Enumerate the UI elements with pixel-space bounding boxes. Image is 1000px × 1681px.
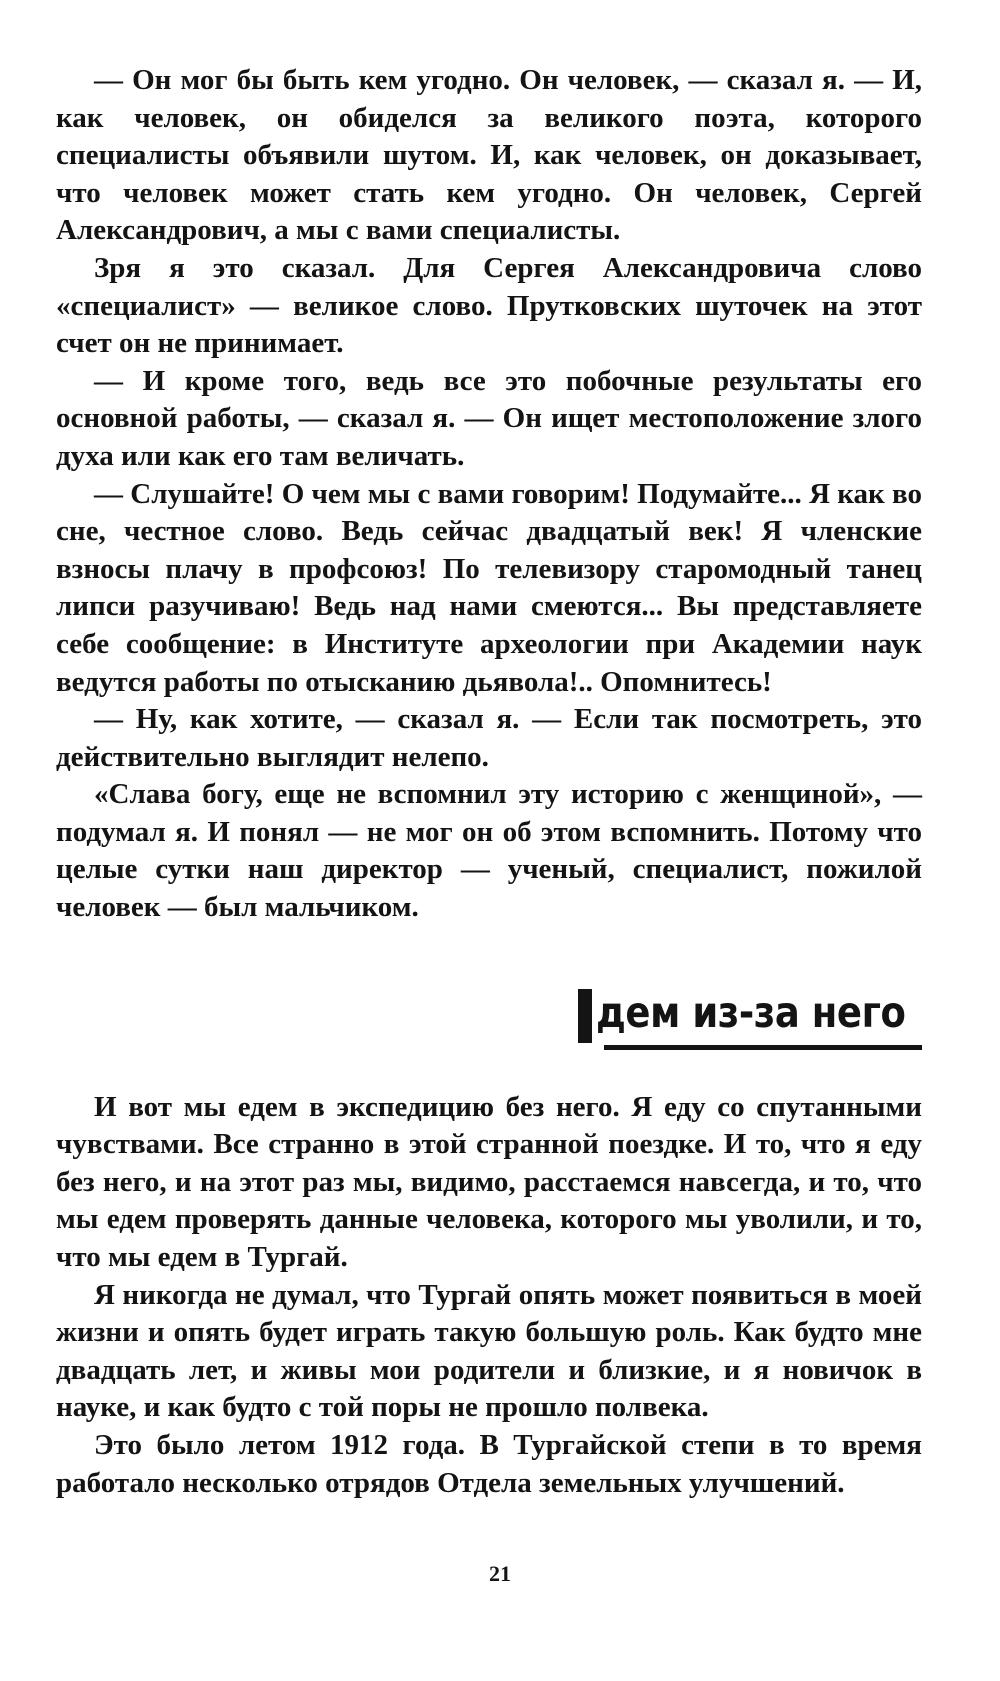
heading-underline: [604, 1045, 922, 1050]
paragraph: Я никогда не думал, что Тургай опять может появиться в моей жизни и опять будет играть такую большую роль. Как будто мне двадцать лет, и живы мои родители и близкие, и я новичок в науке, и как будто с той поры не прошло полвека.: [56, 1278, 922, 1424]
section-heading-group: [578, 985, 920, 1039]
heading-bracket-mark: [578, 989, 592, 1043]
paragraph: «Слава богу, еще не вспомнил эту историю с женщиной», — подумал я. И понял — не мог он об этом вспомнить. Потому что целые сутки наш директор — ученый, специалист, пожилой человек — был мальчиком.: [56, 778, 922, 924]
paragraph: — Он мог бы быть кем угодно. Он человек, — сказал я. — И, как человек, он обиделся за великого поэта, которого специалисты объявили шутом. И, как человек, он доказывает, что человек может стать кем угодно. Он человек, Сергей Александрович, а мы с вами специалисты.: [56, 64, 922, 247]
paragraph: — Слушайте! О чем мы с вами говорим! Подумайте... Я как во сне, честное слово. Ведь сейчас двадцатый век! Я членские взносы плачу в профсоюз! По телевизору старомодный танец липси разучиваю! Ведь над нами смеются... Вы представляете себе сообщение: в Институте археологии при Академии наук ведутся работы по отысканию дьявола!.. Опомнитесь!: [56, 477, 922, 698]
paragraph: Зря я это сказал. Для Сергея Александровича слово «специалист» — великое слово. Прутковских шуточек на этот счет он не принимает.: [56, 251, 922, 360]
page-number: 21: [489, 1561, 511, 1586]
section-heading: [56, 985, 922, 1049]
paragraph: И вот мы едем в экспедицию без него. Я еду со спутанными чувствами. Все странно в этой странной поездке. И то, что я еду без него, и на этот раз мы, видимо, расстаемся навсегда, и то, что мы едем проверять данные человека, которого мы уволили, и то, что мы едем в Тургай.: [56, 1090, 922, 1274]
section-heading-text: дем из-за него: [596, 987, 906, 1038]
paragraph: — И кроме того, ведь все это побочные результаты его основной работы, — сказал я. — Он ищет местоположение злого духа или как его там величать.: [56, 364, 922, 472]
paragraph: Это было летом 1912 года. В Тургайской степи в то время работало несколько отрядов Отдела земельных улучшений.: [56, 1429, 922, 1499]
paragraph: — Ну, как хотите, — сказал я. — Если так посмотреть, это действительно выглядит нелепо.: [56, 703, 922, 773]
book-page: [56, 62, 922, 1502]
